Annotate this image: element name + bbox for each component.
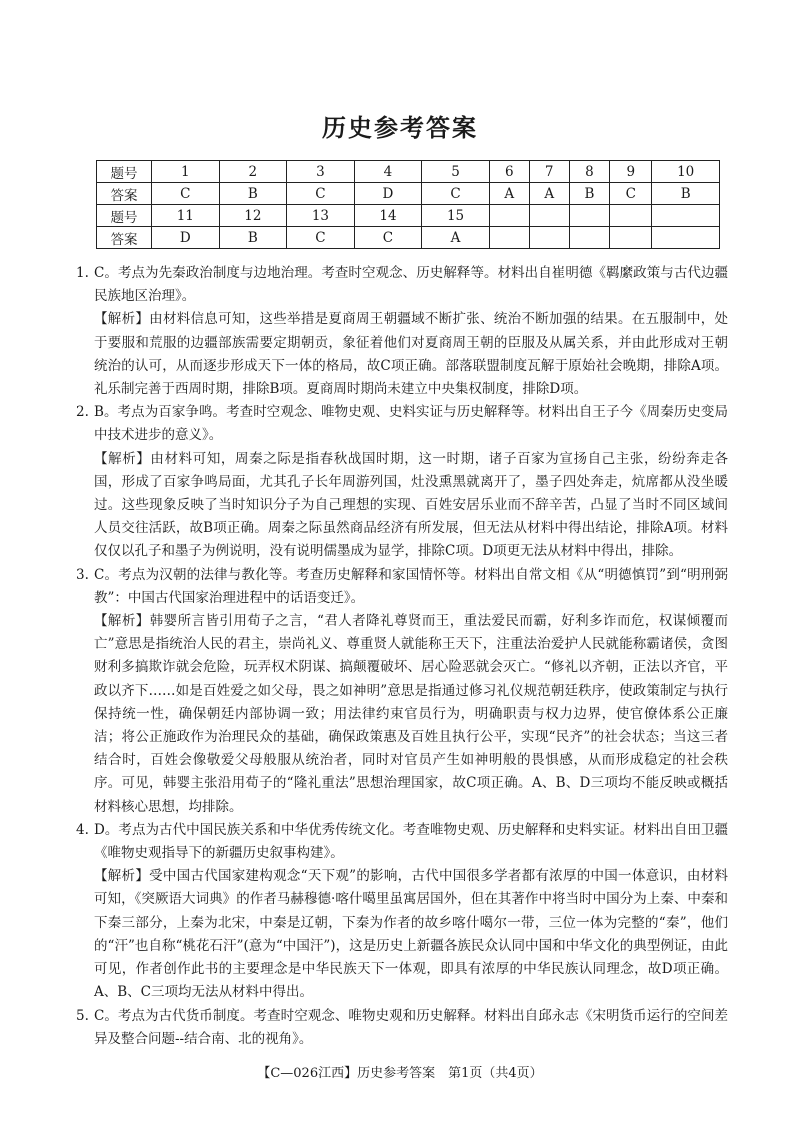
item-number: 4.: [76, 821, 89, 838]
row-label: 题号: [97, 161, 152, 183]
table-cell: [652, 205, 720, 227]
table-cell: [529, 227, 569, 249]
item-summary: C。考点为先秦政治制度与边地治理。考查时空观念、历史解释等。材料出自崔明德《羁縻政策与古代边疆民族地区治理》。: [94, 265, 728, 305]
table-cell: 2: [219, 161, 287, 183]
table-cell: 6: [489, 161, 529, 183]
table-cell: B: [219, 183, 287, 205]
table-cell: 9: [610, 161, 652, 183]
item-summary: C。考点为古代货币制度。考查时空观念、唯物史观和历史解释。材料出自邱永志《宋明货币运行的空间差异及整合问题--结合南、北的视角》。: [94, 1007, 728, 1047]
table-cell: A: [422, 227, 490, 249]
table-cell: [489, 227, 529, 249]
answer-item: [76, 819, 728, 1005]
table-cell: 4: [354, 161, 422, 183]
item-summary: C。考点为汉朝的法律与教化等。考查历史解释和家国情怀等。材料出自常文相《从“明德慎罚”到“明刑弼教”：中国古代国家治理进程中的话语变迁》。: [94, 566, 728, 606]
row-label: 答案: [97, 227, 152, 249]
table-cell: B: [652, 183, 720, 205]
table-cell: 5: [422, 161, 490, 183]
table-cell: A: [529, 183, 569, 205]
row-label: 答案: [97, 183, 152, 205]
answer-item: [76, 401, 728, 563]
table-cell: C: [287, 183, 355, 205]
table-cell: [610, 227, 652, 249]
answer-table-row: [97, 227, 720, 249]
item-analysis: 【解析】受中国古代国家建构观念“天下观”的影响，古代中国很多学者都有浓厚的中国一体意识，由材料可知，《突厥语大词典》的作者马赫穆德·喀什噶里虽寓居国外，但在其著作中将当时中国分为上秦、中秦和下秦三部分，上秦为北宋，中秦是辽朝，下秦为作者的故乡喀什噶尔一带，三位一体为完整的“秦”，他们的“汗”也自称“桃花石汗”(意为“中国汗”)，这是历史上新疆各族民众认同中国和中华文化的典型例证，由此可见，作者创作此书的主要理念是中华民族天下一体观，即具有浓厚的中华民族认同理念，故D项正确。A、B、C三项均无法从材料中得出。: [94, 868, 728, 1001]
table-cell: [610, 205, 652, 227]
table-cell: B: [219, 227, 287, 249]
table-cell: D: [354, 183, 422, 205]
answer-explanations: [76, 262, 728, 1051]
answer-table-row: [97, 161, 720, 183]
table-cell: C: [354, 227, 422, 249]
table-cell: A: [489, 183, 529, 205]
answer-table: [96, 160, 720, 249]
table-cell: 3: [287, 161, 355, 183]
table-cell: 11: [152, 205, 220, 227]
table-cell: B: [569, 183, 610, 205]
answer-item: [76, 262, 728, 401]
row-label: 题号: [97, 205, 152, 227]
table-cell: C: [422, 183, 490, 205]
answer-item: [76, 1005, 728, 1051]
table-cell: 7: [529, 161, 569, 183]
table-cell: [569, 205, 610, 227]
item-number: 3.: [76, 566, 89, 583]
table-cell: 12: [219, 205, 287, 227]
item-analysis: 【解析】韩婴所言皆引用荀子之言，“君人者降礼尊贤而王，重法爱民而霸，好利多诈而危，权谋倾覆而亡”意思是指统治人民的君主，崇尚礼义、尊重贤人就能称王天下，注重法治爱护人民就能称霸诸侯，贪图财利多搞欺诈就会危险，玩弄权术阴谋、搞颠覆破坏、居心险恶就会灭亡。“修礼以齐朝，正法以齐官，平政以齐下……如是百姓爱之如父母，畏之如神明”意思是指通过修习礼仪规范朝廷秩序，使政策制定与执行保持统一性，确保朝廷内部协调一致；用法律约束官员行为，明确职责与权力边界，使官僚体系公正廉洁；将公正施政作为治理民众的基础，确保政策惠及百姓且执行公平，实现“民齐”的社会状态；当这三者结合时，百姓会像敬爱父母般服从统治者，同时对官员产生如神明般的畏惧感，从而形成稳定的社会秩序。可见，韩婴主张沿用荀子的“隆礼重法”思想治理国家，故C项正确。A、B、D三项均不能反映或概括材料核心思想，均排除。: [94, 613, 728, 815]
table-cell: C: [152, 183, 220, 205]
table-cell: [652, 227, 720, 249]
item-number: 5.: [76, 1007, 89, 1024]
item-analysis: 【解析】由材料信息可知，这些举措是夏商周王朝疆域不断扩张、统治不断加强的结果。在五服制中，处于要服和荒服的边疆部族需要定期朝贡，象征着他们对夏商周王朝的臣服及从属关系，并由此形成对王朝统治的认可，从而逐步形成天下一体的格局，故C项正确。部落联盟制度瓦解于原始社会晚期，排除A项。礼乐制完善于西周时期，排除B项。夏商周时期尚未建立中央集权制度，排除D项。: [94, 311, 728, 398]
table-cell: [529, 205, 569, 227]
table-cell: C: [610, 183, 652, 205]
item-number: 2.: [76, 404, 89, 421]
item-analysis: 【解析】由材料可知，周秦之际是指春秋战国时期，这一时期，诸子百家为宣扬自己主张，纷纷奔走各国，形成了百家争鸣局面，尤其孔子长年周游列国，灶没熏黑就离开了，墨子四处奔走，炕席都从没坐暖过。这些现象反映了当时知识分子为自己理想的实现、百姓安居乐业而不辞辛苦，凸显了当时不同区域间人员交往活跃，故B项正确。周秦之际虽然商品经济有所发展，但无法从材料中得出结论，排除A项。材料仅仅以孔子和墨子为例说明，没有说明儒墨成为显学，排除C项。D项更无法从材料中得出，排除。: [94, 450, 728, 560]
item-number: 1.: [76, 265, 89, 281]
answer-table-row: [97, 183, 720, 205]
table-cell: 15: [422, 205, 490, 227]
table-cell: 10: [652, 161, 720, 183]
page-title: 历史参考答案: [322, 114, 478, 142]
table-cell: 8: [569, 161, 610, 183]
table-cell: [489, 205, 529, 227]
table-cell: 1: [152, 161, 220, 183]
table-cell: [569, 227, 610, 249]
table-cell: 14: [354, 205, 422, 227]
item-summary: D。考点为古代中国民族关系和中华优秀传统文化。考查唯物史观、历史解释和史料实证。材料出自田卫疆《唯物史观指导下的新疆历史叙事构建》。: [94, 821, 728, 862]
item-summary: B。考点为百家争鸣。考查时空观念、唯物史观、史料实证与历史解释等。材料出自王子今《周秦历史变局中技术进步的意义》。: [94, 404, 728, 444]
answer-table-row: [97, 205, 720, 227]
table-cell: D: [152, 227, 220, 249]
answer-item: [76, 564, 728, 819]
table-cell: C: [287, 227, 355, 249]
table-cell: 13: [287, 205, 355, 227]
page-footer: 【C—026江西】历史参考答案 第1页（共4页）: [257, 1066, 543, 1081]
